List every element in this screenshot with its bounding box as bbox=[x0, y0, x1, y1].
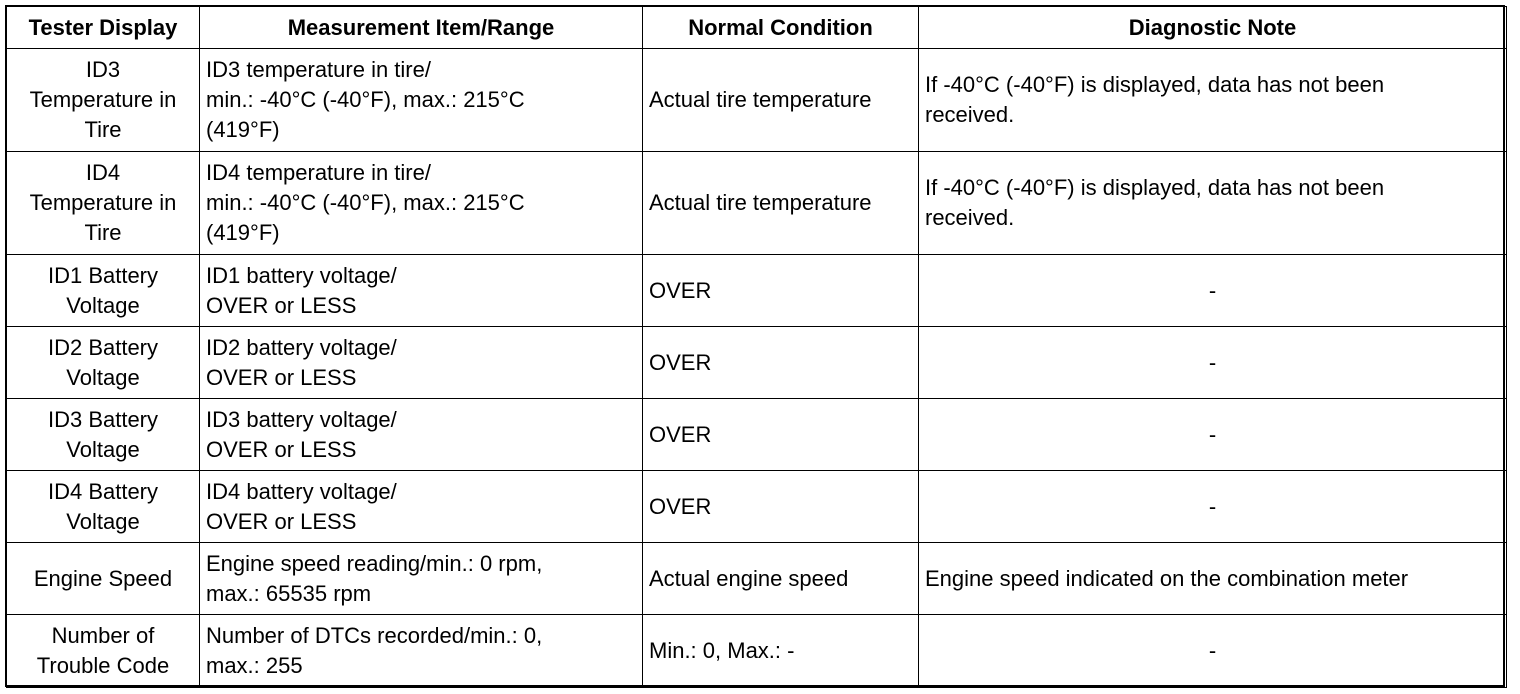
diagnostic-note-cell bbox=[919, 255, 1507, 327]
table-row bbox=[7, 255, 1507, 327]
normal-condition-cell bbox=[643, 543, 919, 615]
cell-text-line: - bbox=[1208, 277, 1217, 303]
cell-text-line: ID3 battery voltage/ bbox=[206, 406, 397, 432]
cell-text-line: Voltage bbox=[66, 364, 140, 390]
cell-text-line: received. bbox=[925, 102, 1015, 127]
normal-condition-cell bbox=[643, 327, 919, 399]
cell-text-line: Engine Speed bbox=[33, 565, 173, 591]
tester-display-cell bbox=[7, 49, 200, 152]
measurement-item-cell bbox=[200, 615, 643, 688]
table-row bbox=[7, 152, 1507, 255]
diagnostic-note-cell bbox=[919, 49, 1507, 152]
cell-text-line: Voltage bbox=[66, 436, 140, 462]
measurement-item-cell bbox=[200, 327, 643, 399]
tester-display-cell bbox=[7, 615, 200, 688]
cell-text-line: OVER bbox=[649, 349, 712, 375]
normal-condition-cell bbox=[643, 255, 919, 327]
normal-condition-cell bbox=[643, 471, 919, 543]
cell-text-line: - bbox=[1208, 493, 1217, 519]
measurement-item-cell bbox=[200, 49, 643, 152]
measurement-item-cell bbox=[200, 543, 643, 615]
measurement-item-cell bbox=[200, 255, 643, 327]
cell-text-line: OVER or LESS bbox=[206, 292, 357, 318]
cell-text-line: ID4 temperature in tire/ bbox=[206, 160, 431, 185]
cell-text-line: Temperature in bbox=[29, 87, 177, 112]
cell-text-line: ID4 bbox=[85, 160, 121, 185]
cell-text-line: Actual tire temperature bbox=[649, 190, 872, 215]
cell-text-line: If -40°C (-40°F) is displayed, data has not been bbox=[925, 72, 1385, 97]
cell-text-line: - bbox=[1208, 349, 1217, 375]
cell-text-line: Engine speed indicated on the combination meter bbox=[925, 565, 1409, 591]
cell-text-line: OVER bbox=[649, 277, 712, 303]
cell-text-line: OVER or LESS bbox=[206, 436, 357, 462]
cell-text-line: Voltage bbox=[66, 292, 140, 318]
normal-condition-cell bbox=[643, 152, 919, 255]
cell-text-line: ID3 bbox=[85, 57, 121, 82]
cell-text-line: (419°F) bbox=[206, 220, 280, 245]
cell-text-line: Engine speed reading/min.: 0 rpm, bbox=[206, 550, 543, 576]
cell-text-line: (419°F) bbox=[206, 117, 280, 142]
header-measurement-item-range: Measurement Item/Range bbox=[200, 7, 643, 49]
data-list-table bbox=[6, 6, 1507, 688]
cell-text-line: OVER or LESS bbox=[206, 508, 357, 534]
diagnostic-note-cell bbox=[919, 471, 1507, 543]
cell-text-line: ID2 battery voltage/ bbox=[206, 334, 397, 360]
diagnostic-note-cell bbox=[919, 152, 1507, 255]
cell-text-line: Temperature in bbox=[29, 190, 177, 215]
cell-text-line: ID1 battery voltage/ bbox=[206, 262, 397, 288]
table-header bbox=[7, 7, 1507, 49]
cell-text-line: min.: -40°C (-40°F), max.: 215°C bbox=[206, 190, 525, 215]
cell-text-line: Trouble Code bbox=[36, 653, 170, 678]
tester-display-cell bbox=[7, 543, 200, 615]
cell-text-line: If -40°C (-40°F) is displayed, data has not been bbox=[925, 175, 1385, 200]
normal-condition-cell bbox=[643, 615, 919, 688]
header-row bbox=[7, 7, 1507, 49]
cell-text-line: Number of bbox=[51, 623, 155, 648]
cell-text-line: Min.: 0, Max.: - bbox=[649, 638, 795, 663]
tester-display-cell bbox=[7, 471, 200, 543]
cell-text-line: ID3 temperature in tire/ bbox=[206, 57, 431, 82]
cell-text-line: max.: 255 bbox=[206, 653, 303, 678]
header-diagnostic-note: Diagnostic Note bbox=[919, 7, 1507, 49]
cell-text-line: Number of DTCs recorded/min.: 0, bbox=[206, 623, 543, 648]
table-row bbox=[7, 49, 1507, 152]
cell-text-line: Voltage bbox=[66, 508, 140, 534]
cell-text-line: OVER or LESS bbox=[206, 364, 357, 390]
cell-text-line: - bbox=[1208, 421, 1217, 447]
table-row bbox=[7, 471, 1507, 543]
measurement-item-cell bbox=[200, 399, 643, 471]
header-tester-display: Tester Display bbox=[7, 7, 200, 49]
cell-text-line: min.: -40°C (-40°F), max.: 215°C bbox=[206, 87, 525, 112]
cell-text-line: Actual engine speed bbox=[649, 565, 849, 591]
measurement-item-cell bbox=[200, 471, 643, 543]
table-row bbox=[7, 327, 1507, 399]
cell-text-line: OVER bbox=[649, 421, 712, 447]
diagnostic-note-cell bbox=[919, 399, 1507, 471]
cell-text-line: OVER bbox=[649, 493, 712, 519]
cell-text-line: ID4 battery voltage/ bbox=[206, 478, 397, 504]
cell-text-line: Actual tire temperature bbox=[649, 87, 872, 112]
cell-text-line: Tire bbox=[84, 220, 122, 245]
cell-text-line: Tire bbox=[84, 117, 122, 142]
tester-display-cell bbox=[7, 327, 200, 399]
table-row bbox=[7, 615, 1507, 688]
normal-condition-cell bbox=[643, 399, 919, 471]
cell-text-line: ID4 Battery bbox=[47, 478, 159, 504]
table-row bbox=[7, 543, 1507, 615]
normal-condition-cell bbox=[643, 49, 919, 152]
diagnostic-note-cell bbox=[919, 327, 1507, 399]
measurement-item-cell bbox=[200, 152, 643, 255]
cell-text-line: ID1 Battery bbox=[47, 262, 159, 288]
table-body bbox=[7, 49, 1507, 688]
cell-text-line: max.: 65535 rpm bbox=[206, 580, 372, 606]
tester-display-cell bbox=[7, 152, 200, 255]
tester-display-cell bbox=[7, 399, 200, 471]
cell-text-line: - bbox=[1208, 638, 1217, 663]
diagnostic-note-cell bbox=[919, 615, 1507, 688]
cell-text-line: ID3 Battery bbox=[47, 406, 159, 432]
cell-text-line: ID2 Battery bbox=[47, 334, 159, 360]
diagnostic-note-cell bbox=[919, 543, 1507, 615]
tester-display-cell bbox=[7, 255, 200, 327]
table-row bbox=[7, 399, 1507, 471]
cell-text-line: received. bbox=[925, 205, 1015, 230]
header-normal-condition: Normal Condition bbox=[643, 7, 919, 49]
